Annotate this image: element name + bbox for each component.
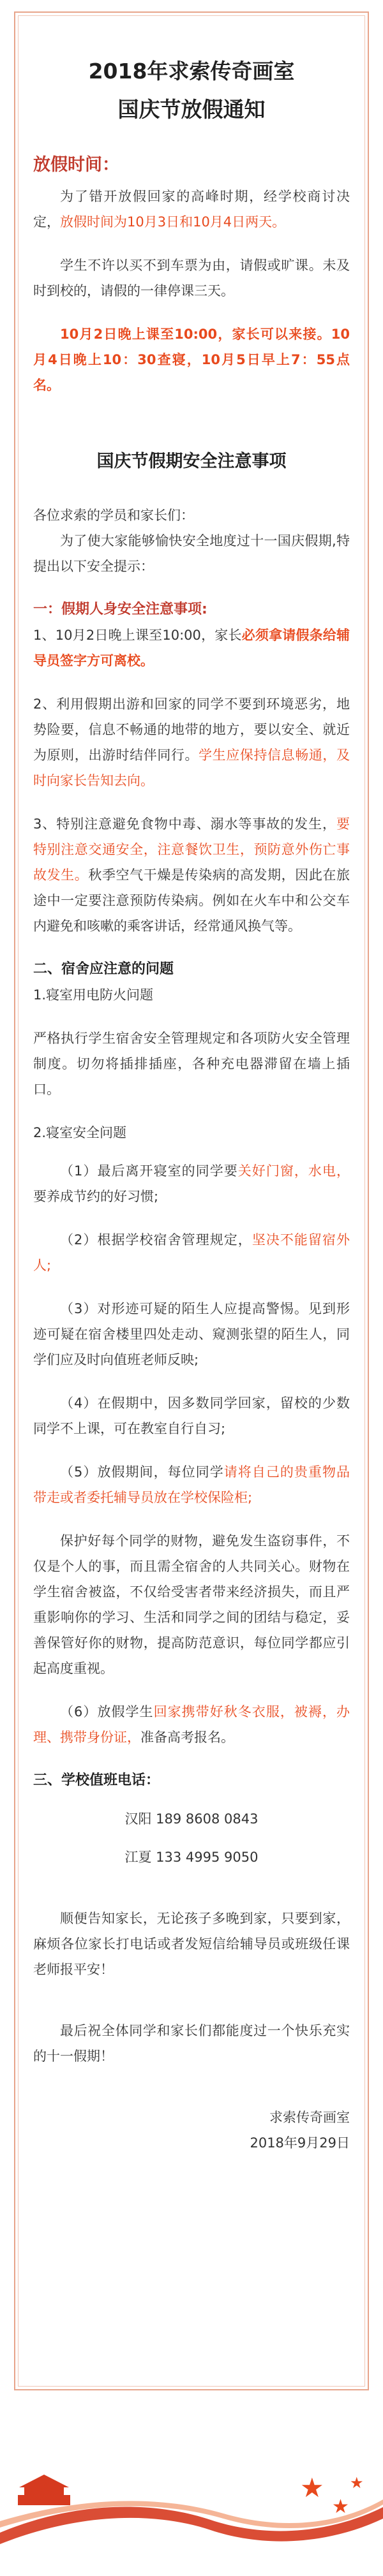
star-icon: ★ xyxy=(300,2472,324,2503)
dorm-item-2-normal: （2）根据学校宿舍管理规定， xyxy=(60,1232,252,1248)
closing-paragraph: 顺便告知家长，无论孩子多晚到家，只要到家，麻烦各位家长打电话或者发短信给辅导员或班级任课老师报平安！ xyxy=(33,1911,350,1977)
holiday-p1-red: 放假时间为10月3日和10月4日两天。 xyxy=(60,214,286,230)
dorm-item-2-red: 坚决不能留宿外人; xyxy=(33,1232,350,1273)
dorm-item-1-end: 要养成节约的好习惯; xyxy=(33,1189,159,1204)
item-2-red: 学生应保持信息畅通，及时向家长告知去向。 xyxy=(33,747,350,788)
item-3-normal-b: 秋季空气干燥是传染病的高发期，因此在旅途中一定要注意预防传染病。例如在火车中和公交车内避免和咳嗽的乘客讲话，经常通风换气等。 xyxy=(33,867,350,934)
safety-greeting: 各位求索的学员和家长们： xyxy=(33,508,194,523)
section-2-title: 二、宿舍应注意的问题 xyxy=(33,961,174,977)
phone-hanyang: 汉阳 189 8608 0843 xyxy=(124,1811,259,1827)
dorm-item-5-red: 请将自己的贵重物品带走或者委托辅导员放在学校保险柜; xyxy=(33,1464,350,1505)
dorm-item-6-normal: （6）放假学生 xyxy=(60,1704,154,1719)
safety-intro: 为了使大家能够愉快安全地度过十一国庆假期,特提出以下安全提示： xyxy=(33,533,350,574)
dorm-item-2 xyxy=(33,1227,350,1278)
tiananmen-silhouette-icon xyxy=(15,2469,73,2508)
dorm-item-3: （3）对形迹可疑的陌生人应提高警惕。见到形迹可疑在宿舍楼里四处走动、窥测张望的陌生人，同学们应及时向值班老师反映; xyxy=(33,1301,350,1367)
section-2-sub-1: 1.寝室用电防火问题 xyxy=(33,987,154,1003)
safety-heading: 国庆节假期安全注意事项 xyxy=(96,452,287,471)
item-3-normal-a: 3、特别注意避免食物中毒、溺水等事故的发生， xyxy=(33,816,336,832)
holiday-paragraph-3: 10月2日晚上课至10:00，家长可以来接。10月4日晚上10：30查寝，10月5日早上7：55点名。 xyxy=(33,327,350,393)
item-1 xyxy=(33,622,350,673)
wish-paragraph: 最后祝全体同学和家长们都能度过一个快乐充实的十一假期！ xyxy=(33,2023,350,2064)
star-icon: ★ xyxy=(332,2496,349,2518)
dorm-item-5-normal: （5）放假期间，每位同学 xyxy=(60,1464,224,1480)
dorm-item-1-red: 关好门窗，水电， xyxy=(237,1163,350,1179)
section-2-paragraph-1: 严格执行学生宿舍安全管理规定和各项防火安全管理制度。切勿将插排插座，各种充电器滞留在墙上插口。 xyxy=(33,1031,350,1097)
signature: 求索传奇画室 xyxy=(269,2110,350,2125)
item-2 xyxy=(33,691,350,793)
dorm-item-6-red: 回家携带好秋冬衣服，被褥，办理、携带身份证， xyxy=(33,1704,350,1745)
holiday-heading: 放假时间： xyxy=(33,155,119,175)
dorm-item-6 xyxy=(33,1699,350,1750)
item-2-normal: 2、利用假期出游和回家的同学不要到环境恶劣，地势险要，信息不畅通的地带的地方，要以安全、就近为原则，出游时结伴同行。 xyxy=(33,696,350,763)
item-1-normal: 1、10月2日晚上课至10:00，家长 xyxy=(33,628,242,643)
star-icon: ★ xyxy=(350,2474,364,2492)
notice-content xyxy=(33,38,350,2156)
holiday-p1-normal: 为了错开放假回家的高峰时期，经学校商讨决定， xyxy=(33,189,350,230)
section-1-title: 一：假期人身安全注意事项: xyxy=(33,601,207,617)
title-line-1: 2018年求索传奇画室 xyxy=(88,59,295,84)
dorm-item-1 xyxy=(33,1158,350,1209)
date: 2018年9月29日 xyxy=(250,2135,350,2151)
holiday-paragraph-1 xyxy=(33,184,350,235)
dorm-item-5 xyxy=(33,1459,350,1510)
phone-jiangxia: 江夏 133 4995 9050 xyxy=(124,1850,259,1865)
holiday-paragraph-2: 学生不许以买不到车票为由，请假或旷课。未及时到校的，请假的一律停课三天。 xyxy=(33,258,350,298)
dorm-item-4: （4）在假期中，因多数同学回家，留校的少数同学不上课，可在教室自行自习; xyxy=(33,1395,350,1436)
dorm-item-1-normal: （1）最后离开寝室的同学要 xyxy=(60,1163,238,1179)
item-1-red: 必须拿请假条给辅导员签字方可离校。 xyxy=(33,628,350,668)
festive-footer xyxy=(0,2398,383,2576)
dorm-item-5-paragraph-2: 保护好每个同学的财物，避免发生盗窃事件，不仅是个人的事，而且需全宿舍的人共同关心。财物在学生宿舍被盗，不仅给受害者带来经济损失，而且严重影响你的学习、生活和同学之间的团结与稳定，妥善保管好你的财物，提高防范意识，每位同学都应引起高度重视。 xyxy=(33,1533,350,1676)
section-3-title: 三、学校值班电话： xyxy=(33,1772,160,1788)
title-line-2: 国庆节放假通知 xyxy=(117,97,266,122)
item-3 xyxy=(33,811,350,939)
notice-title xyxy=(33,52,350,129)
dorm-item-6-end: 准备高考报名。 xyxy=(140,1730,234,1745)
item-3-red: 要特别注意交通安全，注意餐饮卫生，预防意外伤亡事故发生。 xyxy=(33,816,350,883)
section-2-sub-2: 2.寝室安全问题 xyxy=(33,1125,127,1140)
